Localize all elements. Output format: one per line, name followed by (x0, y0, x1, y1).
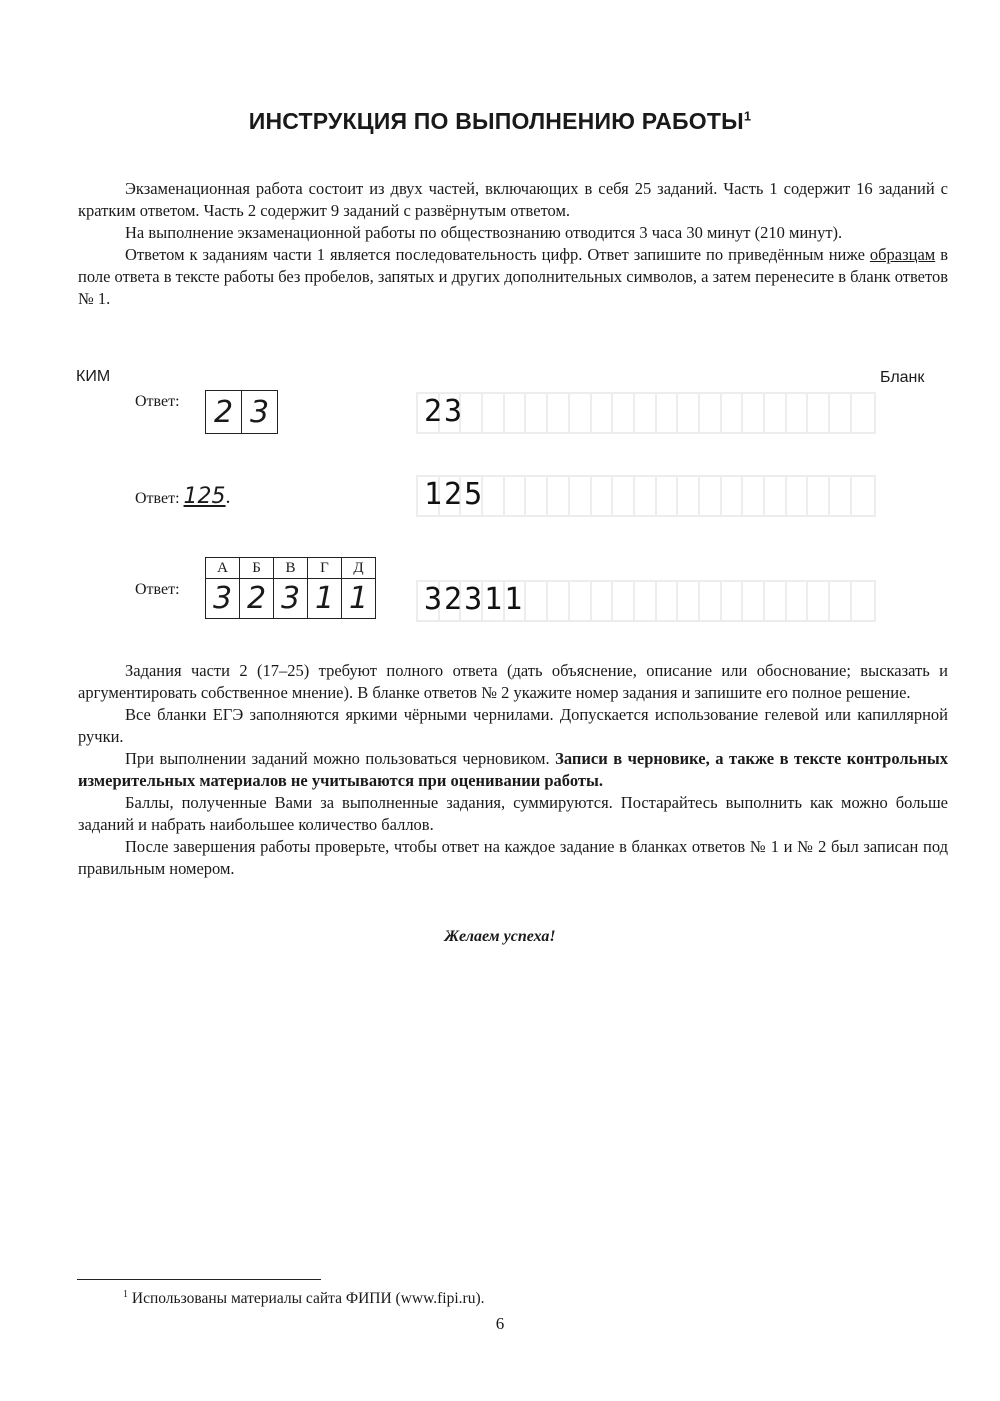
grid-digit: 1 (308, 579, 342, 619)
part2-paragraph-4: Баллы, полученные Вами за выполненные задания, суммируются. Постарайтесь выполнить как можно больше заданий и набрать наибольшее количество баллов. (78, 793, 948, 834)
grid-digit: 3 (274, 579, 308, 619)
intro-paragraph-2: На выполнение экзаменационной работы по обществознанию отводится 3 часа 30 минут (210 минут). (125, 223, 843, 242)
grid-letter: А (206, 558, 240, 579)
kim-answer-grid-3 (205, 557, 376, 619)
kim-handwritten-answer-2: 125 (183, 484, 226, 509)
intro-paragraph-3: Ответом к заданиям части 1 является последовательность цифр. Ответ запишите по приведённым ниже образцам в поле ответа в тексте работы без пробелов, запятых и других дополнительных символов, а затем перенесите в бланк ответов № 1. (78, 245, 948, 308)
answer-label-1: Ответ: (135, 393, 180, 410)
grid-letter: Г (308, 558, 342, 579)
part2-section (78, 660, 948, 880)
footnote: $^1$ Использованы материалы сайта ФИПИ (www.fipi.ru). (123, 1289, 485, 1308)
grid-digit: 1 (342, 579, 376, 619)
blank-answer-value-3: 32311 (424, 582, 525, 617)
footnote-divider (77, 1279, 321, 1280)
part2-paragraph-5: После завершения работы проверьте, чтобы ответ на каждое задание в бланках ответов № 1 и № 2 был записан под правильным номером. (78, 837, 948, 878)
grid-letter: В (274, 558, 308, 579)
part2-paragraph-1: Задания части 2 (17–25) требуют полного ответа (дать объяснение, описание или обоснование; высказать и аргументировать собственное мнение). В бланке ответов № 2 укажите номер задания и запишите его полное решение. (78, 661, 948, 702)
title-footnote-mark: 1 (743, 108, 752, 124)
intro-section (78, 178, 948, 310)
page-number: 6 (495, 1314, 505, 1333)
good-luck-wish: Желаем успеха! (444, 928, 556, 945)
blank-answer-row-1 (416, 392, 876, 434)
part2-paragraph-2: Все бланки ЕГЭ заполняются яркими чёрными чернилами. Допускается использование гелевой или капиллярной ручки. (78, 705, 948, 746)
grid-digit: 3 (206, 579, 240, 619)
blank-answer-value-2: 125 (424, 477, 485, 512)
grid-letter: Д (342, 558, 376, 579)
grid-letter: Б (240, 558, 274, 579)
blank-label: Бланк (880, 369, 925, 386)
kim-label: КИМ (76, 368, 111, 385)
kim-digit: 2 (206, 391, 242, 433)
blank-answer-row-2 (416, 475, 876, 517)
blank-answer-value-1: 23 (424, 394, 465, 429)
answer-label-2: Ответ: 125. (135, 484, 231, 509)
draft-warning-bold: Записи в черновике, а также в тексте контрольных измерительных материалов не учитываются при оценивании работы. (78, 749, 948, 790)
samples-link-text: образцам (869, 245, 936, 264)
answer-label-3: Ответ: (135, 581, 180, 598)
part2-paragraph-3: При выполнении заданий можно пользоваться черновиком. Записи в черновике, а также в тексте контрольных измерительных материалов не учитываются при оценивании работы. (78, 749, 948, 790)
page-title: ИНСТРУКЦИЯ ПО ВЫПОЛНЕНИЮ РАБОТЫ$^1$ (248, 108, 752, 134)
kim-answer-box-1 (205, 390, 278, 434)
intro-paragraph-1: Экзаменационная работа состоит из двух частей, включающих в себя 25 заданий. Часть 1 содержит 16 заданий с кратким ответом. Часть 2 содержит 9 заданий с развёрнутым ответом. (78, 179, 948, 220)
grid-digit: 2 (240, 579, 274, 619)
kim-digit: 3 (249, 394, 270, 430)
